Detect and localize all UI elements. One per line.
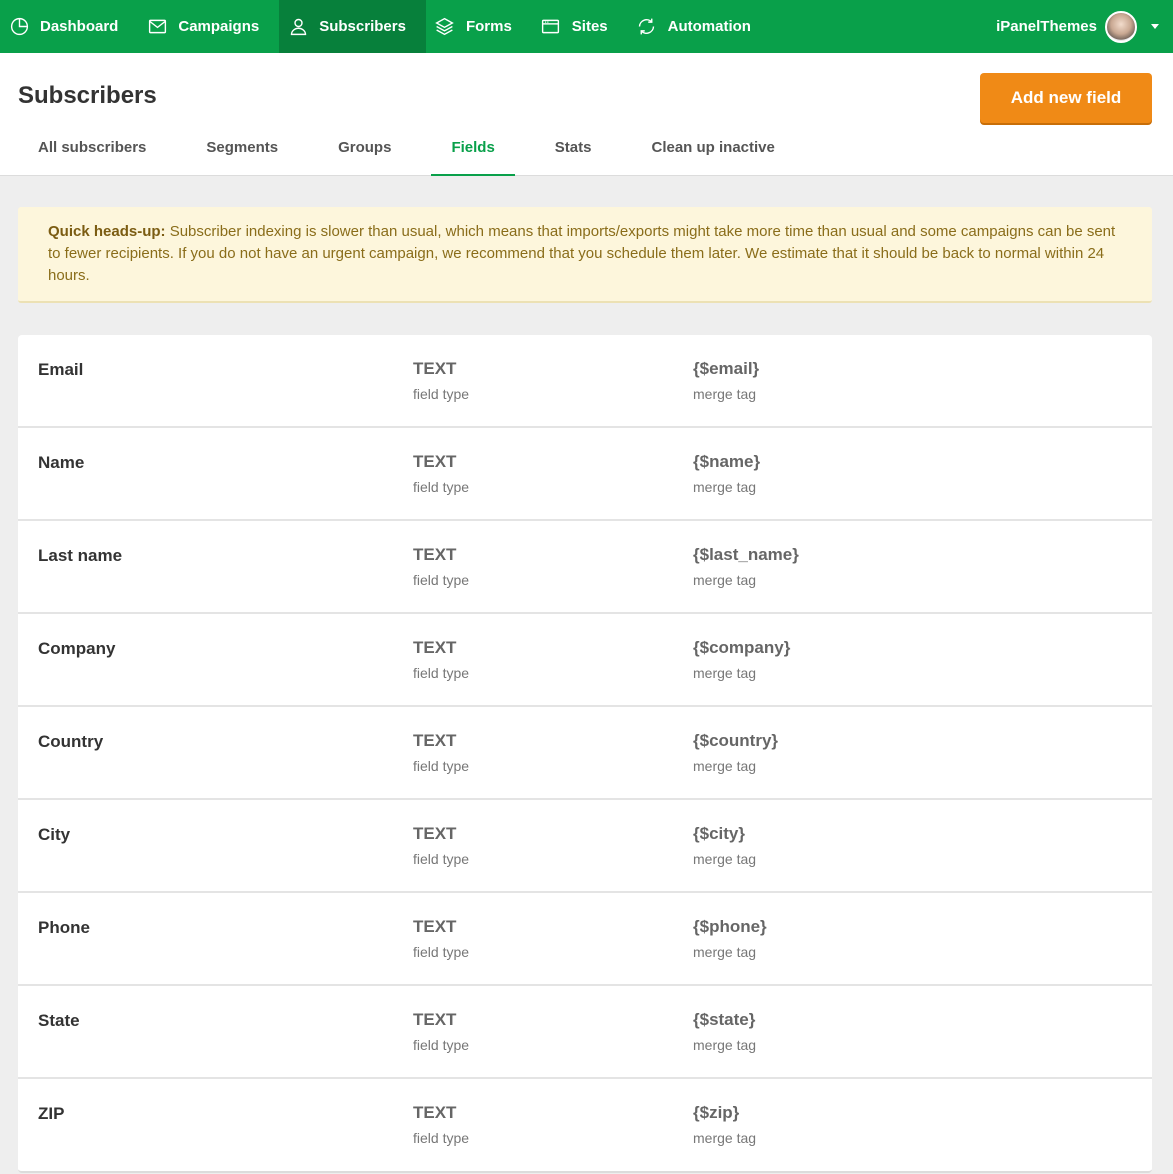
merge-tag-label: merge tag	[693, 479, 757, 495]
refresh-icon	[636, 16, 658, 38]
envelope-icon	[146, 16, 168, 38]
field-type: TEXT	[413, 917, 457, 936]
field-type: TEXT	[413, 824, 457, 843]
tab-stats[interactable]: Stats	[554, 139, 592, 156]
field-type: TEXT	[413, 1103, 457, 1122]
fields-list	[18, 335, 1152, 1173]
field-name: State	[38, 1011, 80, 1030]
merge-tag: {$name}	[693, 452, 761, 471]
nav-item-campaigns[interactable]	[138, 0, 279, 53]
user-icon	[287, 16, 309, 38]
nav-item-forms[interactable]	[426, 0, 532, 53]
nav-label: Dashboard	[40, 18, 119, 35]
merge-tag-label: merge tag	[693, 1130, 757, 1146]
tab-segments[interactable]: Segments	[206, 139, 279, 156]
field-name: Name	[38, 453, 85, 472]
field-name: Country	[38, 732, 104, 751]
tab-fields[interactable]: Fields	[431, 126, 514, 176]
tab-groups[interactable]: Groups	[338, 139, 392, 156]
notice-text: Subscriber indexing is slower than usual, which means that imports/exports might take more time than usual and some campaigns can be sent to fewer recipients. If you do not have an urgent campaign, we recommend that you schedule them later. We estimate that it should be back to normal within 24 hours.	[48, 223, 1116, 284]
field-row	[18, 986, 1152, 1079]
field-type: TEXT	[413, 452, 457, 471]
merge-tag: {$company}	[693, 638, 791, 657]
field-type: TEXT	[413, 545, 457, 564]
nav-label: Subscribers	[319, 18, 406, 35]
field-type-label: field type	[413, 1130, 470, 1146]
merge-tag-label: merge tag	[693, 665, 757, 681]
field-type-label: field type	[413, 1037, 470, 1053]
notice-banner	[18, 207, 1152, 303]
field-row	[18, 521, 1152, 614]
pie-chart-icon	[8, 16, 30, 38]
field-type: TEXT	[413, 731, 457, 750]
subscriber-tabs	[0, 126, 815, 176]
nav-label: Campaigns	[178, 18, 260, 35]
merge-tag: {$city}	[693, 824, 745, 843]
user-name: iPanelThemes	[996, 18, 1097, 35]
field-row	[18, 893, 1152, 986]
top-navigation	[0, 0, 1173, 53]
field-type-label: field type	[413, 665, 470, 681]
field-name: Email	[38, 360, 84, 379]
field-type: TEXT	[413, 1010, 457, 1029]
field-type-label: field type	[413, 479, 470, 495]
nav-item-dashboard[interactable]	[0, 0, 138, 53]
nav-item-sites[interactable]	[532, 0, 628, 53]
merge-tag: {$state}	[693, 1010, 756, 1029]
field-type: TEXT	[413, 638, 457, 657]
notice-lead: Quick heads-up:	[48, 223, 166, 240]
tab-clean-up-inactive[interactable]: Clean up inactive	[651, 139, 775, 156]
user-menu[interactable]	[996, 0, 1173, 53]
chevron-down-icon	[1151, 24, 1159, 29]
field-row	[18, 335, 1152, 428]
field-type-label: field type	[413, 386, 470, 402]
merge-tag-label: merge tag	[693, 758, 757, 774]
field-row	[18, 428, 1152, 521]
nav-label: Automation	[667, 18, 751, 35]
field-name: Company	[38, 639, 116, 658]
merge-tag: {$email}	[693, 359, 760, 378]
browser-window-icon	[540, 16, 562, 38]
field-name: City	[38, 825, 71, 844]
merge-tag: {$last_name}	[693, 545, 799, 564]
avatar	[1105, 11, 1137, 43]
field-type-label: field type	[413, 851, 470, 867]
merge-tag-label: merge tag	[693, 851, 757, 867]
field-name: Last name	[38, 546, 123, 565]
merge-tag-label: merge tag	[693, 572, 757, 588]
page-header	[0, 53, 1173, 176]
field-row	[18, 800, 1152, 893]
field-type-label: field type	[413, 758, 470, 774]
merge-tag: {$zip}	[693, 1103, 740, 1122]
field-type-label: field type	[413, 944, 470, 960]
merge-tag-label: merge tag	[693, 386, 757, 402]
page-title: Subscribers	[18, 82, 157, 109]
tab-all-subscribers[interactable]: All subscribers	[38, 139, 147, 156]
merge-tag-label: merge tag	[693, 1037, 757, 1053]
nav-label: Sites	[571, 18, 608, 35]
add-new-field-button[interactable]: Add new field	[980, 73, 1152, 123]
field-type-label: field type	[413, 572, 470, 588]
layers-icon	[434, 16, 456, 38]
merge-tag: {$country}	[693, 731, 779, 750]
nav-label: Forms	[465, 18, 512, 35]
merge-tag-label: merge tag	[693, 944, 757, 960]
nav-item-subscribers[interactable]	[279, 0, 426, 53]
field-type: TEXT	[413, 359, 457, 378]
merge-tag: {$phone}	[693, 917, 767, 936]
field-name: ZIP	[38, 1104, 65, 1123]
nav-item-automation[interactable]	[628, 0, 771, 53]
field-name: Phone	[38, 918, 90, 937]
field-row	[18, 1079, 1152, 1171]
field-row	[18, 614, 1152, 707]
field-row	[18, 707, 1152, 800]
